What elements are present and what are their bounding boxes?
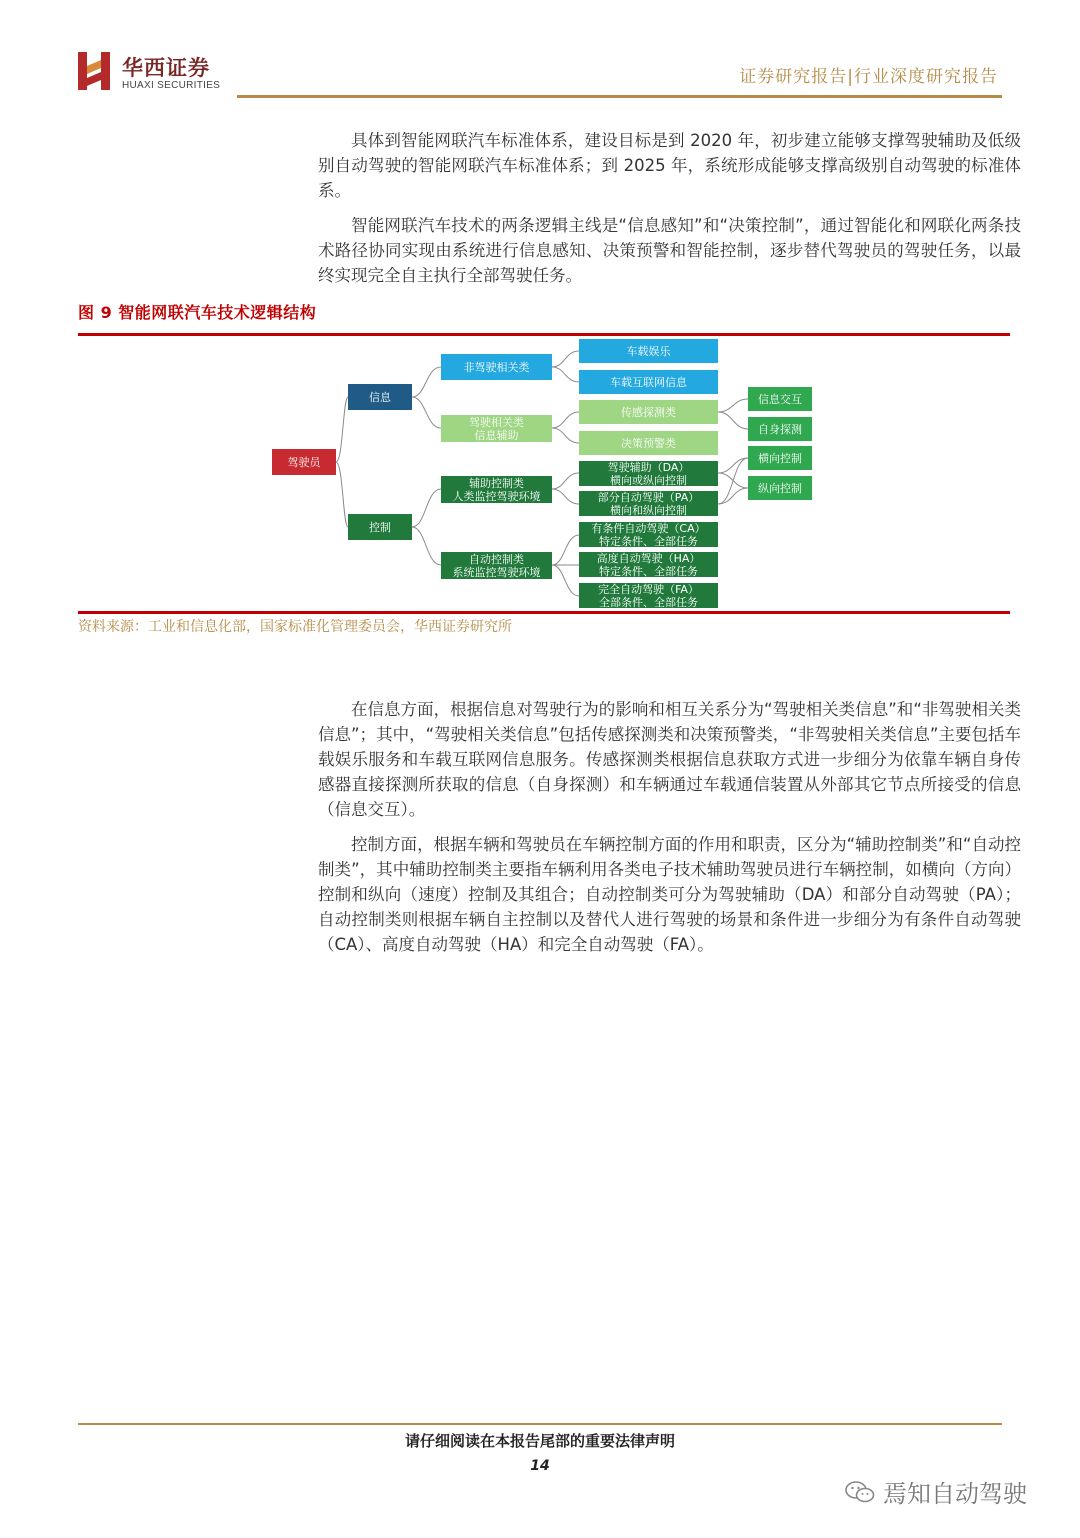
node-self-detection: 自身探测 [748, 417, 812, 441]
figure-source: 资料来源：工业和信息化部，国家标准化管理委员会，华西证券研究所 [78, 619, 512, 635]
legal-notice: 请仔细阅读在本报告尾部的重要法律声明 [404, 1432, 675, 1450]
wechat-icon [845, 1480, 875, 1504]
node-pa: 部分自动驾驶（PA） 横向和纵向控制 [579, 491, 718, 516]
page-number: 14 [530, 1458, 550, 1474]
node-ha: 高度自动驾驶（HA） 特定条件、全部任务 [579, 552, 718, 577]
huaxi-logo-icon [78, 52, 110, 90]
node-fa: 完全自动驾驶（FA） 全部条件、全部任务 [579, 583, 718, 608]
node-info: 信息 [348, 384, 412, 410]
node-sensing: 传感探测类 [579, 400, 718, 424]
paragraph-logic-lines: 智能网联汽车技术的两条逻辑主线是“信息感知”和“决策控制”，通过智能化和网联化两条技术路径协同实现由系统进行信息感知、决策预警和智能控制，逐步替代驾驶员的驾驶任务，以最终实现完全自主执行全部驾驶任务。 [318, 216, 1021, 285]
paragraph-information: 在信息方面，根据信息对驾驶行为的影响和相互关系分为“驾驶相关类信息”和“非驾驶相关类信息”；其中，“驾驶相关类信息”包括传感探测类和决策预警类，“非驾驶相关类信息”主要包括车载娱乐服务和车载互联网信息服务。传感探测类根据信息获取方式进一步细分为依靠车辆自身传感器直接探测所获取的信息（自身探测）和车辆通过车载通信装置从外部其它节点所接受的信息（信息交互）。 [318, 700, 1021, 819]
node-internet-info: 车载互联网信息 [579, 370, 718, 394]
node-control: 控制 [348, 514, 412, 540]
node-longitudinal-control: 纵向控制 [748, 476, 812, 500]
figure-bottom-rule [78, 611, 1010, 614]
watermark-text: 焉知自动驾驶 [883, 1480, 1027, 1508]
node-auto-control: 自动控制类 系统监控驾驶环境 [441, 552, 552, 579]
brand-name-en: HUAXI SECURITIES [122, 80, 221, 91]
node-warning: 决策预警类 [579, 431, 718, 455]
paragraph-standards: 具体到智能网联汽车标准体系，建设目标是到 2020 年，初步建立能够支撑驾驶辅助及低级别自动驾驶的智能网联汽车标准体系；到 2025 年，系统形成能够支撑高级别自动驾驶的标准体系。 [318, 131, 1021, 200]
node-driving-related: 驾驶相关类 信息辅助 [441, 415, 552, 442]
node-info-interaction: 信息交互 [748, 387, 812, 411]
watermark [845, 1474, 1027, 1509]
figure-caption: 图 9 智能网联汽车技术逻辑结构 [78, 303, 317, 322]
node-assist-control: 辅助控制类 人类监控驾驶环境 [441, 476, 552, 503]
brand-name-cn: 华西证券 [122, 56, 210, 80]
paragraph-control: 控制方面，根据车辆和驾驶员在车辆控制方面的作用和职责，区分为“辅助控制类”和“自动控制类”，其中辅助控制类主要指车辆利用各类电子技术辅助驾驶员进行车辆控制，如横向（方向）控制和纵向（速度）控制及其组合；自动控制类可分为驾驶辅助（DA）和部分自动驾驶（PA）；自动控制类则根据车辆自主控制以及替代人进行驾驶的场景和条件进一步细分为有条件自动驾驶（CA）、高度自动驾驶（HA）和完全自动驾驶（FA）。 [318, 835, 1021, 954]
node-lateral-control: 横向控制 [748, 446, 812, 470]
node-driver: 驾驶员 [272, 449, 336, 475]
node-non-driving: 非驾驶相关类 [441, 354, 552, 380]
node-ca: 有条件自动驾驶（CA） 特定条件、全部任务 [579, 522, 718, 547]
figure-top-rule [78, 333, 1010, 336]
header-divider [237, 95, 1002, 98]
report-type: 证券研究报告|行业深度研究报告 [739, 67, 998, 87]
footer-divider [78, 1423, 1002, 1425]
node-entertainment: 车载娱乐 [579, 339, 718, 363]
node-da: 驾驶辅助（DA） 横向或纵向控制 [579, 461, 718, 486]
